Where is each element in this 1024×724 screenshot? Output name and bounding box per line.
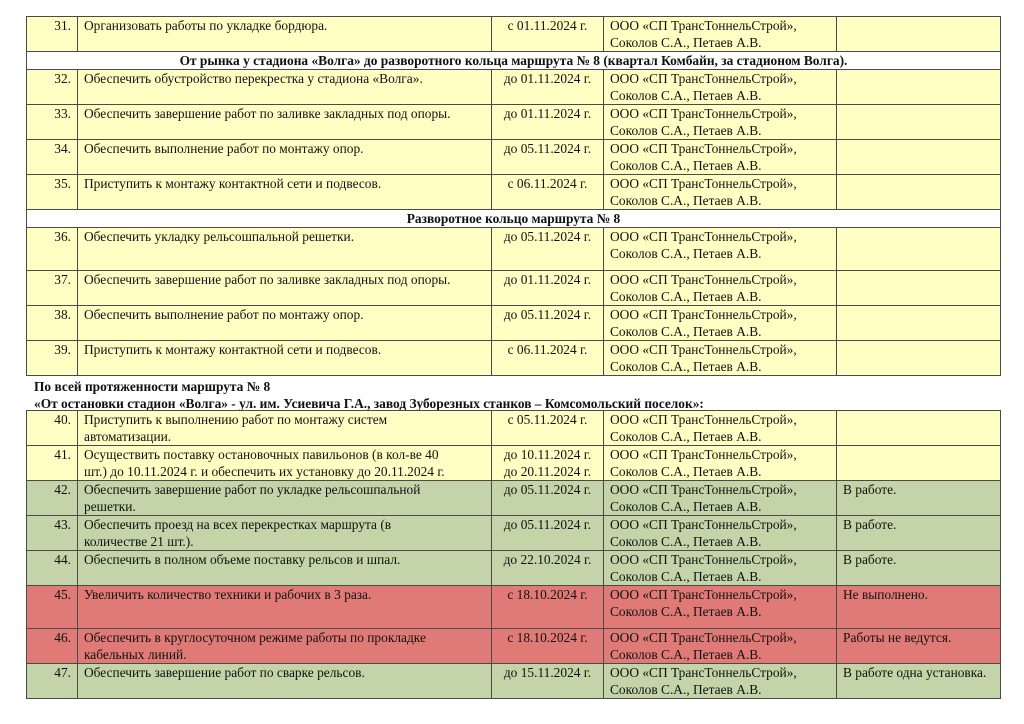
row-number: 43. bbox=[27, 516, 78, 551]
row-number: 32. bbox=[27, 70, 78, 105]
executor-line: Соколов С.А., Петаев А.В. bbox=[610, 464, 762, 479]
executor-line: ООО «СП ТрансТоннельСтрой», bbox=[610, 307, 797, 322]
status-text bbox=[837, 105, 1001, 140]
row-number: 42. bbox=[27, 481, 78, 516]
task-row bbox=[27, 586, 1001, 629]
deadline-line: с 05.11.2024 г. bbox=[507, 412, 588, 427]
status-text bbox=[837, 17, 1001, 52]
executor-line: ООО «СП ТрансТоннельСтрой», bbox=[610, 342, 797, 357]
executor-line: Соколов С.А., Петаев А.В. bbox=[610, 88, 762, 103]
task-text-line: количестве 21 шт.). bbox=[84, 534, 194, 549]
executor-line: Соколов С.А., Петаев А.В. bbox=[610, 289, 762, 304]
deadline-line: до 05.11.2024 г. bbox=[503, 517, 592, 532]
row-number: 41. bbox=[27, 446, 78, 481]
task-row bbox=[27, 341, 1001, 376]
deadline-line: до 05.11.2024 г. bbox=[503, 482, 592, 497]
executor-line: ООО «СП ТрансТоннельСтрой», bbox=[610, 106, 797, 121]
executor bbox=[604, 446, 837, 481]
task-text bbox=[78, 586, 492, 629]
status-text bbox=[837, 446, 1001, 481]
executor-line: Соколов С.А., Петаев А.В. bbox=[610, 682, 762, 697]
status-text: В работе. bbox=[837, 551, 1001, 586]
deadline bbox=[492, 411, 604, 446]
row-number: 44. bbox=[27, 551, 78, 586]
section-header-row bbox=[27, 210, 1001, 228]
status-text bbox=[837, 228, 1001, 271]
task-text-line: Обеспечить завершение работ по заливке закладных под опоры. bbox=[84, 106, 451, 121]
executor-line: Соколов С.А., Петаев А.В. bbox=[610, 123, 762, 138]
task-row bbox=[27, 446, 1001, 481]
deadline-line: до 01.11.2024 г. bbox=[503, 272, 592, 287]
task-text-line: шт.) до 10.11.2024 г. и обеспечить их установку до 20.11.2024 г. bbox=[84, 464, 445, 479]
executor-line: Соколов С.А., Петаев А.В. bbox=[610, 569, 762, 584]
status-text bbox=[837, 175, 1001, 210]
executor bbox=[604, 481, 837, 516]
task-text bbox=[78, 664, 492, 699]
executor-line: Соколов С.А., Петаев А.В. bbox=[610, 647, 762, 662]
task-row bbox=[27, 228, 1001, 271]
task-text-line: Обеспечить завершение работ по укладке рельсошпальной bbox=[84, 482, 421, 497]
task-text-line: Обеспечить выполнение работ по монтажу опор. bbox=[84, 307, 364, 322]
executor-line: Соколов С.А., Петаев А.В. bbox=[610, 499, 762, 514]
row-number: 34. bbox=[27, 140, 78, 175]
deadline bbox=[492, 586, 604, 629]
task-text bbox=[78, 411, 492, 446]
task-text bbox=[78, 306, 492, 341]
task-row bbox=[27, 105, 1001, 140]
tasks-table-upper bbox=[26, 16, 1001, 376]
task-row bbox=[27, 140, 1001, 175]
deadline bbox=[492, 446, 604, 481]
executor-line: Соколов С.А., Петаев А.В. bbox=[610, 604, 762, 619]
task-row bbox=[27, 306, 1001, 341]
task-text-line: Обеспечить обустройство перекрестка у стадиона «Волга». bbox=[84, 71, 423, 86]
executor-line: ООО «СП ТрансТоннельСтрой», bbox=[610, 665, 797, 680]
task-text-line: Приступить к монтажу контактной сети и подвесов. bbox=[84, 176, 382, 191]
deadline-line: до 01.11.2024 г. bbox=[503, 71, 592, 86]
task-text bbox=[78, 70, 492, 105]
route-heading-line2: «От остановки стадион «Волга» - ул. им. Усиевича Г.А., завод Зуборезных станков – Комсомольский поселок»: bbox=[34, 396, 704, 411]
status-text bbox=[837, 70, 1001, 105]
deadline bbox=[492, 70, 604, 105]
task-text bbox=[78, 481, 492, 516]
executor-line: Соколов С.А., Петаев А.В. bbox=[610, 429, 762, 444]
executor-line: ООО «СП ТрансТоннельСтрой», bbox=[610, 412, 797, 427]
task-row bbox=[27, 411, 1001, 446]
executor-line: ООО «СП ТрансТоннельСтрой», bbox=[610, 630, 797, 645]
task-text-line: Обеспечить в круглосуточном режиме работы по прокладке bbox=[84, 630, 426, 645]
deadline-line: с 01.11.2024 г. bbox=[507, 18, 588, 33]
executor bbox=[604, 140, 837, 175]
task-row bbox=[27, 516, 1001, 551]
executor bbox=[604, 586, 837, 629]
row-number: 31. bbox=[27, 17, 78, 52]
executor bbox=[604, 271, 837, 306]
section-title: От рынка у стадиона «Волга» до разворотного кольца маршрута № 8 (квартал Комбайн, за стадионом Волга). bbox=[27, 52, 1001, 70]
status-text bbox=[837, 306, 1001, 341]
task-text-line: Обеспечить завершение работ по сварке рельсов. bbox=[84, 665, 365, 680]
task-text bbox=[78, 516, 492, 551]
deadline bbox=[492, 17, 604, 52]
task-text-line: Приступить к монтажу контактной сети и подвесов. bbox=[84, 342, 382, 357]
row-number: 36. bbox=[27, 228, 78, 271]
section-header-row bbox=[27, 52, 1001, 70]
executor-line: Соколов С.А., Петаев А.В. bbox=[610, 534, 762, 549]
row-number: 33. bbox=[27, 105, 78, 140]
executor-line: ООО «СП ТрансТоннельСтрой», bbox=[610, 176, 797, 191]
executor-line: ООО «СП ТрансТоннельСтрой», bbox=[610, 447, 797, 462]
executor-line: ООО «СП ТрансТоннельСтрой», bbox=[610, 517, 797, 532]
status-text bbox=[837, 140, 1001, 175]
task-text bbox=[78, 17, 492, 52]
deadline-line: до 05.11.2024 г. bbox=[503, 307, 592, 322]
task-text-line: Обеспечить укладку рельсошпальной решетки. bbox=[84, 229, 355, 244]
row-number: 47. bbox=[27, 664, 78, 699]
executor bbox=[604, 411, 837, 446]
task-text bbox=[78, 629, 492, 664]
deadline-line: с 06.11.2024 г. bbox=[507, 342, 588, 357]
deadline bbox=[492, 481, 604, 516]
executor-line: ООО «СП ТрансТоннельСтрой», bbox=[610, 482, 797, 497]
task-text bbox=[78, 271, 492, 306]
executor-line: Соколов С.А., Петаев А.В. bbox=[610, 324, 762, 339]
task-text-line: решетки. bbox=[84, 499, 136, 514]
executor-line: ООО «СП ТрансТоннельСтрой», bbox=[610, 552, 797, 567]
status-text: Работы не ведутся. bbox=[837, 629, 1001, 664]
deadline-line: до 20.11.2024 г. bbox=[503, 464, 592, 479]
row-number: 39. bbox=[27, 341, 78, 376]
deadline-line: до 10.11.2024 г. bbox=[503, 447, 592, 462]
executor-line: ООО «СП ТрансТоннельСтрой», bbox=[610, 18, 797, 33]
executor-line: Соколов С.А., Петаев А.В. bbox=[610, 246, 762, 261]
task-row bbox=[27, 70, 1001, 105]
executor-line: Соколов С.А., Петаев А.В. bbox=[610, 35, 762, 50]
deadline-line: с 06.11.2024 г. bbox=[507, 176, 588, 191]
task-row bbox=[27, 481, 1001, 516]
executor-line: ООО «СП ТрансТоннельСтрой», bbox=[610, 272, 797, 287]
status-text: В работе одна установка. bbox=[837, 664, 1001, 699]
executor bbox=[604, 551, 837, 586]
deadline-line: до 01.11.2024 г. bbox=[503, 106, 592, 121]
task-text-line: Обеспечить завершение работ по заливке закладных под опоры. bbox=[84, 272, 451, 287]
row-number: 46. bbox=[27, 629, 78, 664]
task-text-line: кабельных линий. bbox=[84, 647, 187, 662]
status-text bbox=[837, 411, 1001, 446]
task-text-line: автоматизации. bbox=[84, 429, 172, 444]
deadline bbox=[492, 228, 604, 271]
task-text-line: Обеспечить проезд на всех перекрестках маршрута (в bbox=[84, 517, 392, 532]
status-text: В работе. bbox=[837, 516, 1001, 551]
executor-line: ООО «СП ТрансТоннельСтрой», bbox=[610, 229, 797, 244]
row-number: 35. bbox=[27, 175, 78, 210]
deadline-line: до 05.11.2024 г. bbox=[503, 141, 592, 156]
executor-line: ООО «СП ТрансТоннельСтрой», bbox=[610, 71, 797, 86]
task-row bbox=[27, 271, 1001, 306]
task-text bbox=[78, 446, 492, 481]
executor bbox=[604, 175, 837, 210]
deadline bbox=[492, 629, 604, 664]
row-number: 45. bbox=[27, 586, 78, 629]
executor bbox=[604, 341, 837, 376]
task-text bbox=[78, 228, 492, 271]
deadline bbox=[492, 271, 604, 306]
executor bbox=[604, 629, 837, 664]
route-heading-line1: По всей протяженности маршрута № 8 bbox=[34, 379, 271, 394]
deadline bbox=[492, 306, 604, 341]
executor bbox=[604, 70, 837, 105]
status-text: Не выполнено. bbox=[837, 586, 1001, 629]
row-number: 40. bbox=[27, 411, 78, 446]
route-heading bbox=[34, 378, 704, 412]
tasks-table-lower bbox=[26, 410, 1001, 699]
deadline-line: с 18.10.2024 г. bbox=[507, 630, 588, 645]
executor bbox=[604, 17, 837, 52]
executor-line: Соколов С.А., Петаев А.В. bbox=[610, 158, 762, 173]
status-text: В работе. bbox=[837, 481, 1001, 516]
executor bbox=[604, 664, 837, 699]
task-row bbox=[27, 629, 1001, 664]
executor bbox=[604, 306, 837, 341]
task-text-line: Приступить к выполнению работ по монтажу систем bbox=[84, 412, 388, 427]
task-row bbox=[27, 175, 1001, 210]
row-number: 38. bbox=[27, 306, 78, 341]
deadline bbox=[492, 341, 604, 376]
deadline bbox=[492, 551, 604, 586]
executor bbox=[604, 516, 837, 551]
deadline bbox=[492, 105, 604, 140]
section-title: Разворотное кольцо маршрута № 8 bbox=[27, 210, 1001, 228]
task-text bbox=[78, 341, 492, 376]
deadline-line: до 22.10.2024 г. bbox=[503, 552, 592, 567]
deadline bbox=[492, 664, 604, 699]
task-row bbox=[27, 664, 1001, 699]
task-text-line: Осуществить поставку остановочных павильонов (в кол-ве 40 bbox=[84, 447, 439, 462]
task-text-line: Обеспечить в полном объеме поставку рельсов и шпал. bbox=[84, 552, 401, 567]
task-text-line: Обеспечить выполнение работ по монтажу опор. bbox=[84, 141, 364, 156]
task-text-line: Увеличить количество техники и рабочих в 3 раза. bbox=[84, 587, 372, 602]
executor-line: ООО «СП ТрансТоннельСтрой», bbox=[610, 141, 797, 156]
row-number: 37. bbox=[27, 271, 78, 306]
task-row bbox=[27, 551, 1001, 586]
task-text bbox=[78, 140, 492, 175]
executor-line: ООО «СП ТрансТоннельСтрой», bbox=[610, 587, 797, 602]
deadline bbox=[492, 175, 604, 210]
task-text bbox=[78, 105, 492, 140]
deadline-line: с 18.10.2024 г. bbox=[507, 587, 588, 602]
deadline bbox=[492, 516, 604, 551]
executor bbox=[604, 228, 837, 271]
deadline-line: до 05.11.2024 г. bbox=[503, 229, 592, 244]
executor-line: Соколов С.А., Петаев А.В. bbox=[610, 359, 762, 374]
status-text bbox=[837, 341, 1001, 376]
task-row bbox=[27, 17, 1001, 52]
executor bbox=[604, 105, 837, 140]
executor-line: Соколов С.А., Петаев А.В. bbox=[610, 193, 762, 208]
task-text-line: Организовать работы по укладке бордюра. bbox=[84, 18, 328, 33]
status-text bbox=[837, 271, 1001, 306]
deadline bbox=[492, 140, 604, 175]
deadline-line: до 15.11.2024 г. bbox=[503, 665, 592, 680]
task-text bbox=[78, 175, 492, 210]
task-text bbox=[78, 551, 492, 586]
